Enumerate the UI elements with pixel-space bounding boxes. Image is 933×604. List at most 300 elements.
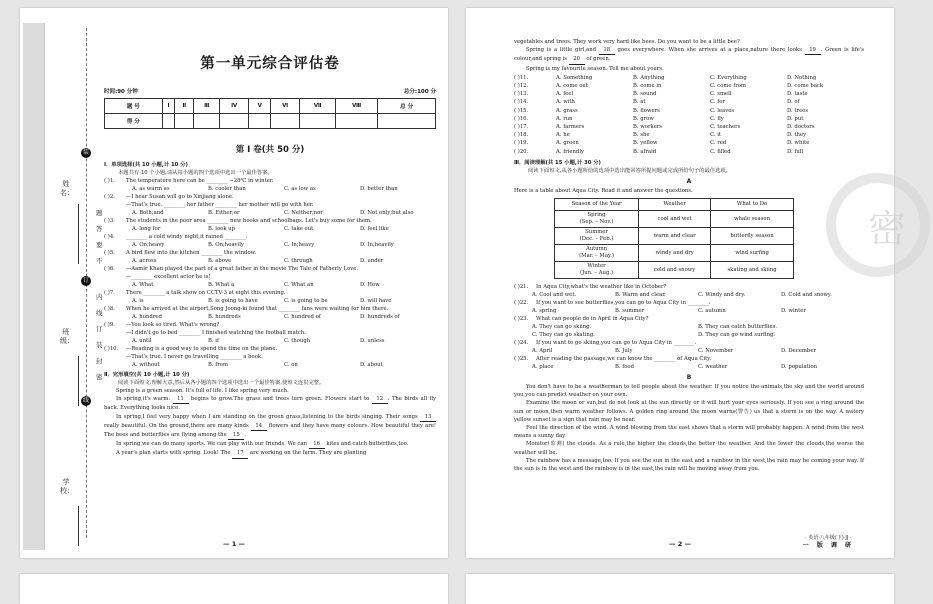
option[interactable]: D. December bbox=[781, 348, 816, 355]
cloze-option-row bbox=[514, 107, 864, 115]
question-row bbox=[104, 193, 436, 201]
option[interactable]: B. summer bbox=[615, 308, 645, 315]
table-header-cell: Season of the Year bbox=[555, 199, 639, 211]
question-row bbox=[514, 315, 864, 323]
option[interactable]: B. sound bbox=[633, 91, 657, 98]
option[interactable]: C. though bbox=[284, 338, 311, 344]
option[interactable]: D. about bbox=[360, 362, 383, 368]
option-row bbox=[514, 291, 864, 299]
option[interactable]: B. from bbox=[208, 362, 228, 368]
blank-number: 12 bbox=[372, 395, 388, 404]
option[interactable]: D. they bbox=[787, 132, 807, 139]
option[interactable]: C. November bbox=[698, 348, 734, 355]
cloze-option-row bbox=[514, 131, 864, 139]
option[interactable]: A. until bbox=[132, 338, 152, 344]
option[interactable]: A. On;heavy bbox=[132, 242, 165, 248]
season-name: Winter bbox=[587, 263, 606, 270]
option-row bbox=[104, 361, 436, 369]
option-row bbox=[514, 347, 864, 355]
answer-bracket[interactable]: ( )20. bbox=[514, 148, 529, 155]
school-label: 学校： bbox=[60, 478, 74, 495]
option[interactable]: A. hundred bbox=[132, 314, 162, 320]
answer-bracket[interactable]: ( )1. bbox=[104, 178, 115, 184]
option[interactable]: C. weather bbox=[698, 364, 728, 371]
answer-bracket[interactable]: ( )7. bbox=[104, 290, 115, 296]
score-cell[interactable] bbox=[271, 114, 300, 129]
binding-circle-xian: 线 bbox=[82, 397, 89, 404]
option[interactable]: C. Windy and dry. bbox=[698, 292, 746, 299]
option[interactable]: B. workers bbox=[633, 124, 663, 131]
question-stem: The temperature here can be ________ −28℃ in winter. bbox=[126, 178, 274, 184]
cloze-option-row bbox=[514, 123, 864, 131]
option[interactable]: A. run bbox=[556, 115, 573, 122]
answer-bracket[interactable]: ( )3. bbox=[104, 218, 115, 224]
answer-bracket[interactable]: ( )10. bbox=[104, 346, 119, 352]
question-row bbox=[104, 345, 436, 353]
option-row bbox=[104, 225, 436, 233]
option[interactable]: A. friendly bbox=[556, 148, 585, 155]
option[interactable]: C. In;heavy bbox=[284, 242, 315, 248]
option-row bbox=[104, 241, 436, 249]
passage-paragraph: You don't have to be a weatherman to tell people about the weather. If you notice the animals,the sky and the world around you,you can predict weather on your own. bbox=[514, 384, 864, 399]
option[interactable]: C. it bbox=[710, 132, 722, 139]
option[interactable]: D. taste bbox=[787, 91, 808, 98]
option[interactable]: A. Both;and bbox=[132, 210, 164, 216]
exam-page-1 bbox=[20, 8, 448, 558]
section-3-title: Ⅲ．阅读理解(共 15 小题,计 30 分) bbox=[514, 159, 601, 166]
blank-number: 14 bbox=[251, 422, 267, 431]
passage-text: In spring,we can do many sports. We can play with our friends. We can bbox=[116, 441, 309, 448]
seal-char: 答 bbox=[96, 225, 103, 233]
question-row bbox=[104, 321, 436, 329]
option[interactable]: C. What an bbox=[284, 282, 314, 288]
table-row bbox=[555, 228, 794, 245]
option[interactable]: A. spring bbox=[532, 308, 557, 315]
passage-text: flowers and they have many colours. How beautiful they are! The bees and butterflies are flying among the bbox=[104, 422, 436, 439]
option[interactable]: B. look up bbox=[208, 226, 236, 232]
seal-char: 不 bbox=[96, 257, 103, 265]
option[interactable]: A. as warm as bbox=[132, 186, 170, 192]
passage-text: In spring,I feel very happy when I am standing on the green grass,listening to the birds singing. Their songs bbox=[116, 413, 420, 420]
option-row bbox=[514, 363, 864, 371]
table-row bbox=[555, 245, 794, 262]
score-cell[interactable] bbox=[300, 114, 336, 129]
question-stem: A bird flew into the kitchen ________ the window. bbox=[126, 250, 257, 256]
mcq-list bbox=[104, 177, 436, 369]
table-header-cell: What to Do bbox=[711, 199, 794, 211]
score-header-cell: Ⅴ bbox=[249, 99, 271, 114]
option[interactable]: A. come out bbox=[556, 83, 588, 90]
season-months: (Sep. – Nov.) bbox=[579, 219, 614, 226]
option-row bbox=[104, 297, 436, 305]
option[interactable]: D. winter bbox=[781, 308, 806, 315]
option[interactable]: B. They can catch butterflies. bbox=[698, 324, 778, 331]
option[interactable]: D. How bbox=[360, 282, 380, 288]
question-stem: The students in the poor area ________ new books and schoolbags. Let's buy some for them. bbox=[126, 218, 372, 224]
option-row bbox=[104, 209, 436, 217]
score-table bbox=[104, 98, 436, 129]
option[interactable]: D. Not only;but also bbox=[360, 210, 414, 216]
option[interactable]: A. with bbox=[556, 99, 575, 106]
answer-bracket[interactable]: ( )16. bbox=[514, 115, 529, 122]
time-limit: 时间:90 分钟 bbox=[104, 89, 138, 95]
cloze-option-row bbox=[514, 82, 864, 90]
passage-text: . bbox=[244, 432, 247, 439]
score-header-cell: Ⅰ bbox=[162, 99, 175, 114]
passage-paragraph bbox=[514, 46, 864, 64]
section-1-instruction: 本题共有 10 个小题,请从每小题的四个选项中选出一个最佳答案。 bbox=[118, 170, 273, 176]
option[interactable]: A. grass bbox=[556, 107, 578, 114]
option[interactable]: D. Nothing bbox=[787, 74, 817, 81]
question-stem: ________ a cold windy night,it rained ________. bbox=[126, 234, 248, 240]
cloze-option-row bbox=[514, 148, 864, 156]
question-line: —________ excellent actor he is! bbox=[126, 274, 211, 280]
option[interactable]: B. grow bbox=[633, 115, 654, 122]
question-stem: There ________ a talk show on CCTV-3 at eight this evening. bbox=[126, 290, 286, 296]
option[interactable]: A. place bbox=[532, 364, 554, 371]
passage-a-intro: Here is a table about Aqua City. Read it and answer the questions. bbox=[514, 187, 693, 194]
question-row bbox=[514, 339, 864, 347]
option[interactable]: D. come back bbox=[787, 83, 824, 90]
passage-paragraph: Monitor(监测) the clouds. As a rule,the higher the clouds,the better the weather. And the lower the clouds,the worse the weather will be. bbox=[514, 441, 864, 456]
option[interactable]: D. white bbox=[787, 140, 810, 147]
table-row bbox=[555, 211, 794, 228]
answer-bracket[interactable]: ( )18. bbox=[514, 132, 529, 139]
option[interactable]: D. In;heavily bbox=[360, 242, 394, 248]
season-cell bbox=[555, 228, 639, 245]
season-months: (Jun. – Aug.) bbox=[580, 270, 614, 277]
question-line: —I didn't go to bed ________ I finished watching the football match. bbox=[126, 330, 306, 336]
answer-bracket[interactable]: ( )12. bbox=[514, 83, 529, 90]
passage-text: Spring is a green season. It's full of life. I like spring very much. bbox=[116, 388, 289, 394]
season-name: Autumn bbox=[585, 246, 608, 253]
option[interactable]: D. of bbox=[787, 99, 800, 106]
option[interactable]: D. They can go wind surfing. bbox=[698, 332, 776, 339]
cloze-option-row bbox=[514, 139, 864, 147]
seal-char: 内 bbox=[96, 293, 103, 301]
option[interactable]: A. across bbox=[132, 258, 157, 264]
option[interactable]: A. without bbox=[132, 362, 160, 368]
passage-paragraph bbox=[104, 395, 436, 412]
passage-b-label: B bbox=[686, 374, 692, 382]
answer-bracket[interactable]: ( )19. bbox=[514, 140, 529, 147]
question-stem: —Aamir Khan played the part of a great father in the movie The Tale of Fatherly Love. bbox=[126, 266, 359, 272]
option[interactable]: B. she bbox=[633, 132, 650, 139]
option[interactable]: D. population bbox=[781, 364, 818, 371]
season-months: (Dec. – Feb.) bbox=[579, 236, 614, 243]
answer-bracket[interactable]: ( )25. bbox=[514, 356, 529, 363]
question-row bbox=[514, 299, 864, 307]
option[interactable]: B. afraid bbox=[633, 148, 657, 155]
passage-paragraph bbox=[104, 387, 436, 395]
option[interactable]: D. feel like bbox=[360, 226, 389, 232]
page2-content bbox=[514, 8, 864, 473]
passage-b bbox=[514, 383, 864, 473]
passage-text: begins to grow.The grass and trees turn green. Flowers start to bbox=[188, 396, 372, 403]
option[interactable]: C. hundred of bbox=[284, 314, 321, 320]
option-row bbox=[104, 281, 436, 289]
question-row bbox=[104, 249, 436, 257]
question-row bbox=[514, 283, 864, 291]
exam-page-4 bbox=[466, 574, 894, 604]
option-row bbox=[104, 185, 436, 193]
score-header-cell: Ⅷ bbox=[336, 99, 378, 114]
score-header-cell: 总 分 bbox=[378, 99, 436, 114]
passage-text: goes everywhere. When she arrives at a place,nature there looks bbox=[614, 47, 805, 54]
question-stem: In Aqua City,what's the weather like in October? bbox=[536, 284, 667, 291]
option[interactable]: B. come in bbox=[633, 83, 662, 90]
section-2-title: Ⅱ．完形填空(共 10 小题,计 10 分) bbox=[104, 372, 190, 378]
score-cell[interactable] bbox=[249, 114, 271, 129]
publisher-brand bbox=[803, 534, 854, 550]
passage-text: of green. bbox=[584, 56, 611, 63]
option[interactable]: A. long for bbox=[132, 226, 161, 232]
option[interactable]: A. They can go skiing. bbox=[532, 324, 592, 331]
cloze-option-row bbox=[514, 98, 864, 106]
answer-bracket[interactable]: ( )4. bbox=[104, 234, 115, 240]
season-name: Summer bbox=[585, 229, 608, 236]
answer-bracket[interactable]: ( )11. bbox=[514, 74, 529, 81]
exam-meta bbox=[104, 87, 436, 95]
option[interactable]: D. better than bbox=[360, 186, 398, 192]
passage-paragraph bbox=[104, 413, 436, 441]
option[interactable]: D. will have bbox=[360, 298, 392, 304]
passage-text: vegetables and trees. They work very hard like bees. Do you want to be a little bee? bbox=[514, 39, 740, 45]
option[interactable]: C. autumn bbox=[698, 308, 726, 315]
score-cell[interactable] bbox=[162, 114, 175, 129]
passage-paragraph: The rainbow has a message,too. If you see the sun in the east and a rainbow in the west,the rain may be coming your way. If the sun is in the west and the rainbow is in the east,the rain will be moving away from you. bbox=[514, 457, 864, 473]
seal-char: 装 bbox=[96, 341, 103, 349]
option[interactable]: B. cooler than bbox=[208, 186, 246, 192]
option[interactable]: B. food bbox=[615, 364, 634, 371]
answer-bracket[interactable]: ( )6. bbox=[104, 266, 115, 272]
option[interactable]: A. Cool and wet. bbox=[532, 292, 577, 299]
watermark-char: 密 bbox=[867, 207, 906, 251]
passage-text: are working on the farm. They are planting bbox=[248, 450, 367, 457]
passage-paragraph bbox=[514, 65, 864, 73]
page-number: — 1 — bbox=[222, 540, 246, 548]
blank-number: 18 bbox=[599, 46, 615, 55]
option[interactable]: B. hundreds bbox=[208, 314, 241, 320]
answer-bracket[interactable]: ( )24. bbox=[514, 340, 529, 347]
cloze-option-row bbox=[514, 74, 864, 82]
season-cell bbox=[555, 245, 639, 262]
option[interactable]: D. under bbox=[360, 258, 384, 264]
option[interactable]: A. is bbox=[132, 298, 144, 304]
passage-text: kites and catch butterflies,too. bbox=[324, 441, 409, 448]
cloze-option-row bbox=[514, 115, 864, 123]
option[interactable]: B. flowers bbox=[633, 107, 660, 114]
option[interactable]: C. for bbox=[710, 99, 725, 106]
section-1-title: Ⅰ．单项选择(共 10 小题,计 10 分) bbox=[104, 162, 188, 168]
option[interactable]: D. full bbox=[787, 148, 804, 155]
question-stem: —Reading is a good way to spend the time on the plane. bbox=[126, 346, 278, 352]
blank-number: 16 bbox=[309, 440, 325, 449]
seal-char: 要 bbox=[96, 241, 103, 249]
passage-a-label: A bbox=[686, 177, 692, 185]
option[interactable]: D. hundreds of bbox=[360, 314, 400, 320]
question-row bbox=[514, 355, 864, 363]
question-stem: —I hear Susan will go to Xinjiang alone. bbox=[126, 194, 234, 200]
option[interactable]: D. unless bbox=[360, 338, 385, 344]
answer-bracket[interactable]: ( )13. bbox=[514, 91, 529, 98]
class-label: 班级： bbox=[60, 328, 74, 345]
option[interactable]: A. green bbox=[556, 140, 579, 147]
score-row-label: 得 分 bbox=[105, 114, 163, 129]
section-3-instruction: 阅读下面短文,从各小题所给的选项中选出能回答所提问题或完成所给句子的最佳选项。 bbox=[528, 167, 731, 174]
part-1-title: 第 I 卷(共 50 分) bbox=[235, 145, 305, 155]
option[interactable]: A. What bbox=[132, 282, 154, 288]
option[interactable]: B. Either;or bbox=[208, 210, 240, 216]
score-cell[interactable] bbox=[220, 114, 249, 129]
score-header-cell: Ⅳ bbox=[220, 99, 249, 114]
option[interactable]: A. April bbox=[532, 348, 553, 355]
score-header-cell: Ⅶ bbox=[300, 99, 336, 114]
passage-paragraph bbox=[514, 38, 864, 46]
weather-cell: cold and snowy bbox=[639, 262, 711, 279]
option[interactable]: C. fly bbox=[710, 115, 724, 122]
option[interactable]: D. doctors bbox=[787, 124, 815, 131]
option[interactable]: C. red bbox=[710, 140, 727, 147]
answer-bracket[interactable]: ( )9. bbox=[104, 322, 115, 328]
blank-number: 11 bbox=[173, 395, 189, 404]
reading-questions bbox=[514, 283, 864, 371]
option[interactable]: A. feel bbox=[556, 91, 574, 98]
option[interactable]: B. above bbox=[208, 258, 232, 264]
seal-char: 订 bbox=[96, 325, 103, 333]
question-stem: After reading the passage,we can know the ________ of Aqua City. bbox=[536, 356, 712, 363]
table-row bbox=[555, 262, 794, 279]
cloze-options bbox=[514, 74, 864, 156]
question-row bbox=[104, 177, 436, 185]
option[interactable]: C. Neither;nor bbox=[284, 210, 323, 216]
option[interactable]: C. as low as bbox=[284, 186, 316, 192]
option[interactable]: C. through bbox=[284, 258, 313, 264]
option[interactable]: C. leaves bbox=[710, 107, 735, 114]
option[interactable]: C. is going to be bbox=[284, 298, 328, 304]
aqua-city-table bbox=[554, 198, 794, 279]
blank-number: 20 bbox=[569, 55, 585, 64]
exam-title: 第一单元综合评估卷 bbox=[200, 56, 340, 72]
option[interactable]: C. filled bbox=[710, 148, 731, 155]
passage-paragraph: Feel the direction of the wind. A wind blowing from the east shows that a storm will probably happen. A wind from the west means a sunny day. bbox=[514, 425, 864, 440]
answer-bracket[interactable]: ( )21. bbox=[514, 284, 529, 291]
season-cell bbox=[555, 262, 639, 279]
seal-char: 封 bbox=[96, 357, 103, 365]
question-stem: What can people do in April in Aqua City? bbox=[536, 316, 649, 323]
option[interactable]: D. put bbox=[787, 115, 804, 122]
activity-cell: whale season bbox=[711, 211, 794, 228]
answer-bracket[interactable]: ( )23. bbox=[514, 316, 529, 323]
section-2-instruction: 阅读下面短文,理解大意,然后从各小题的四个选项中选出一个最佳答案,使短文连贯完整。 bbox=[118, 380, 325, 386]
option[interactable]: C. Everything bbox=[710, 74, 747, 81]
season-cell bbox=[555, 211, 639, 228]
class-field[interactable] bbox=[78, 356, 79, 406]
option[interactable]: A. farmers bbox=[556, 124, 585, 131]
option[interactable]: C. on bbox=[284, 362, 298, 368]
option-row bbox=[514, 307, 864, 315]
question-line: —That's true. ________ her father ________ her mother will go with her. bbox=[126, 202, 314, 208]
blank-number: 19 bbox=[805, 46, 821, 55]
score-cell[interactable] bbox=[378, 114, 436, 129]
passage-text: A year's plan starts with spring. Look! The bbox=[116, 450, 233, 457]
cloze-passage bbox=[104, 387, 436, 459]
answer-bracket[interactable]: ( )22. bbox=[514, 300, 529, 307]
page-number: — 2 — bbox=[668, 540, 692, 548]
option[interactable]: C. They can go skating. bbox=[532, 332, 595, 339]
option[interactable]: C. come from bbox=[710, 83, 746, 90]
activity-cell: skating and skiing bbox=[711, 262, 794, 279]
passage-text: . The birds all fly back. Everything looks nice. bbox=[104, 396, 436, 412]
option[interactable]: C. take out bbox=[284, 226, 314, 232]
option[interactable]: D. Cold and snowy. bbox=[781, 292, 832, 299]
brand-name: 一 版 调 研 bbox=[802, 542, 854, 549]
answer-bracket[interactable]: ( )15. bbox=[514, 107, 529, 114]
question-row bbox=[104, 289, 436, 297]
passage-text: Spring is my favourite season. Tell me about yours. bbox=[526, 65, 664, 72]
option[interactable]: C. smell bbox=[710, 91, 732, 98]
passage-paragraph: Examine the moon or sun,but do not look at the sun directly or it will hurt your eyes seriously. If you see a ring around the sun or moon,then warm weather follows. A golden ring around the moon warns(警告) us that a storm is on the way. A watery yellow sunset is a sign that rain may be near. bbox=[514, 400, 864, 423]
option[interactable]: B. if bbox=[208, 338, 219, 344]
option[interactable]: B. Warm and clear. bbox=[615, 292, 666, 299]
option[interactable]: A. he bbox=[556, 132, 570, 139]
question-row bbox=[104, 233, 436, 241]
option[interactable]: B. yellow bbox=[633, 140, 658, 147]
passage-paragraph bbox=[104, 449, 436, 458]
option[interactable]: B. Anything bbox=[633, 74, 665, 81]
score-cell[interactable] bbox=[336, 114, 378, 129]
option[interactable]: B. On;heavily bbox=[208, 242, 244, 248]
question-row bbox=[104, 217, 436, 225]
option[interactable]: B. at bbox=[633, 99, 646, 106]
answer-bracket[interactable]: ( )2. bbox=[104, 194, 115, 200]
seal-char: 密 bbox=[96, 373, 103, 381]
option[interactable]: B. is going to have bbox=[208, 298, 258, 304]
exam-page-3 bbox=[20, 574, 448, 604]
score-cell[interactable] bbox=[194, 114, 220, 129]
blank-number: 13 bbox=[420, 413, 436, 422]
answer-bracket[interactable]: ( )8. bbox=[104, 306, 115, 312]
option[interactable]: B. What a bbox=[208, 282, 235, 288]
exam-page-2 bbox=[466, 8, 906, 558]
score-header-cell: Ⅱ bbox=[175, 99, 194, 114]
question-stem: If you want to see butterflies,you can go to Aqua City in ________. bbox=[536, 300, 711, 307]
score-cell[interactable] bbox=[175, 114, 194, 129]
question-stem: If you want to go skiing,you can go to Aqua City in ________. bbox=[536, 340, 697, 347]
question-line: —That's true. I never go travelling ________ a book. bbox=[126, 354, 263, 360]
name-field[interactable] bbox=[78, 204, 79, 264]
option[interactable]: C. teachers bbox=[710, 124, 741, 131]
option[interactable]: B. July bbox=[615, 348, 633, 355]
option[interactable]: A. Something bbox=[556, 74, 593, 81]
blank-number: 17 bbox=[232, 449, 248, 458]
option-row bbox=[104, 337, 436, 345]
passage-text: really beautiful. On the ground,there are many kinds bbox=[104, 422, 251, 429]
option-row bbox=[104, 257, 436, 265]
seal-char: 题 bbox=[96, 209, 103, 217]
table-header-cell: Weather bbox=[639, 199, 711, 211]
answer-bracket[interactable]: ( )5. bbox=[104, 250, 115, 256]
score-header-cell: Ⅲ bbox=[194, 99, 220, 114]
option[interactable]: D. trees bbox=[787, 107, 809, 114]
question-stem: When he arrived at the airport,Song Joong-ki found that ________ fans were waiting for him there. bbox=[126, 306, 389, 312]
weather-cell: warm and clear bbox=[639, 228, 711, 245]
passage-paragraph bbox=[104, 440, 436, 449]
page1-content bbox=[104, 8, 436, 459]
binding-circle-zhuang: 装 bbox=[82, 149, 89, 156]
answer-bracket[interactable]: ( )17. bbox=[514, 124, 529, 131]
answer-bracket[interactable]: ( )14. bbox=[514, 99, 529, 106]
